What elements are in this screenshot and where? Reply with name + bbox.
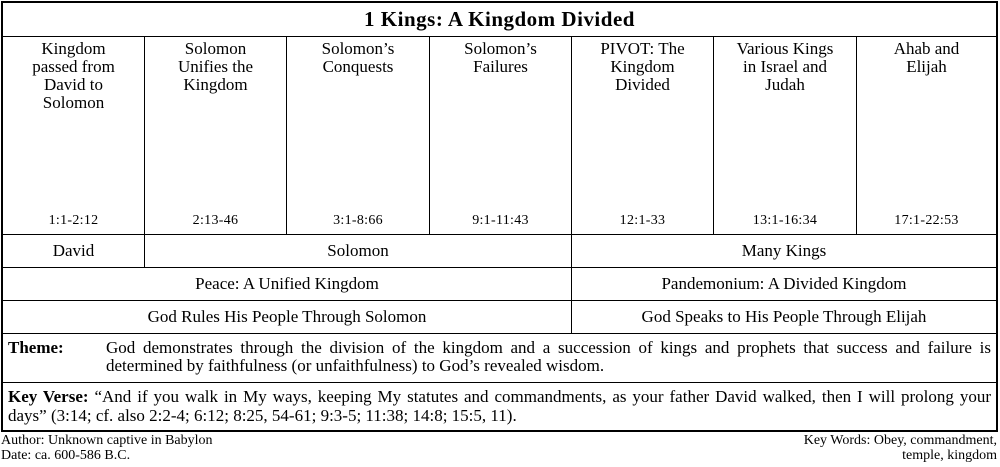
chart-title: 1 Kings: A Kingdom Divided — [3, 3, 996, 37]
section-name: Solomon Unifies the Kingdom — [177, 39, 254, 94]
key-verse-label: Key Verse: — [8, 387, 89, 406]
theme-text: God demonstrates through the division of the kingdom and a succession of kings and prophets that success and failure is determined by faithfulness (or unfaithfulness) to God’s revealed wisdom. — [106, 338, 991, 375]
author-line: Author: Unknown captive in Babylon — [1, 433, 213, 448]
key-verse-text: “And if you walk in My ways, keeping My statutes and commandments, as your father David walked, then I will prolong your days” (3:14; cf. also 2:2-4; 6:12; 8:25, 54-61; 9:3-5; 11:38; 14:8; 15:5, 11). — [8, 387, 992, 425]
footer — [0, 433, 1000, 467]
theme-row — [3, 334, 996, 383]
section-ref: 1:1-2:12 — [48, 213, 99, 228]
section-ref: 3:1-8:66 — [333, 213, 383, 228]
kingdom-state-row — [3, 268, 996, 301]
ruler-david: David — [3, 235, 145, 267]
section-solomon-failures — [430, 37, 572, 235]
section-kingdom-passed — [3, 37, 145, 235]
section-name: Solomon’s Conquests — [321, 39, 395, 76]
rule-elijah: God Speaks to His People Through Elijah — [641, 307, 927, 326]
state-pandemonium: Pandemonium: A Divided Kingdom — [661, 274, 907, 293]
date-line: Date: ca. 600-586 B.C. — [1, 448, 131, 463]
footer-key-words — [804, 433, 997, 463]
divine-rule-row — [3, 301, 996, 334]
key-verse-block — [8, 387, 991, 425]
section-various-kings — [714, 37, 857, 235]
section-name: PIVOT: The Kingdom Divided — [600, 39, 685, 94]
section-ref: 9:1-11:43 — [472, 213, 529, 228]
section-ref: 12:1-33 — [619, 213, 666, 228]
section-ref: 13:1-16:34 — [752, 213, 818, 228]
section-ref: 17:1-22:53 — [894, 213, 959, 228]
section-name: Kingdom passed from David to Solomon — [32, 39, 115, 112]
section-name: Ahab and Elijah — [893, 39, 960, 76]
section-name: Various Kings in Israel and Judah — [736, 39, 834, 94]
ruler-solomon: Solomon — [145, 235, 572, 267]
state-peace: Peace: A Unified Kingdom — [3, 268, 572, 300]
section-solomon-unifies — [145, 37, 287, 235]
rulers-row — [3, 235, 996, 268]
section-pivot — [572, 37, 714, 235]
footer-author-date — [1, 433, 213, 463]
key-words-line2: temple, kingdom — [902, 448, 997, 463]
section-ahab-elijah — [857, 37, 996, 235]
key-words-line1: Key Words: Obey, commandment, — [803, 433, 997, 448]
book-chart — [1, 1, 998, 432]
theme-label: Theme: — [8, 338, 64, 357]
section-ref: 2:13-46 — [192, 213, 239, 228]
section-row — [3, 37, 996, 235]
section-solomon-conquests — [287, 37, 430, 235]
key-verse-row — [3, 383, 996, 430]
section-name: Solomon’s Failures — [464, 39, 537, 76]
ruler-many-kings: Many Kings — [741, 241, 827, 260]
rule-solomon: God Rules His People Through Solomon — [3, 301, 572, 333]
